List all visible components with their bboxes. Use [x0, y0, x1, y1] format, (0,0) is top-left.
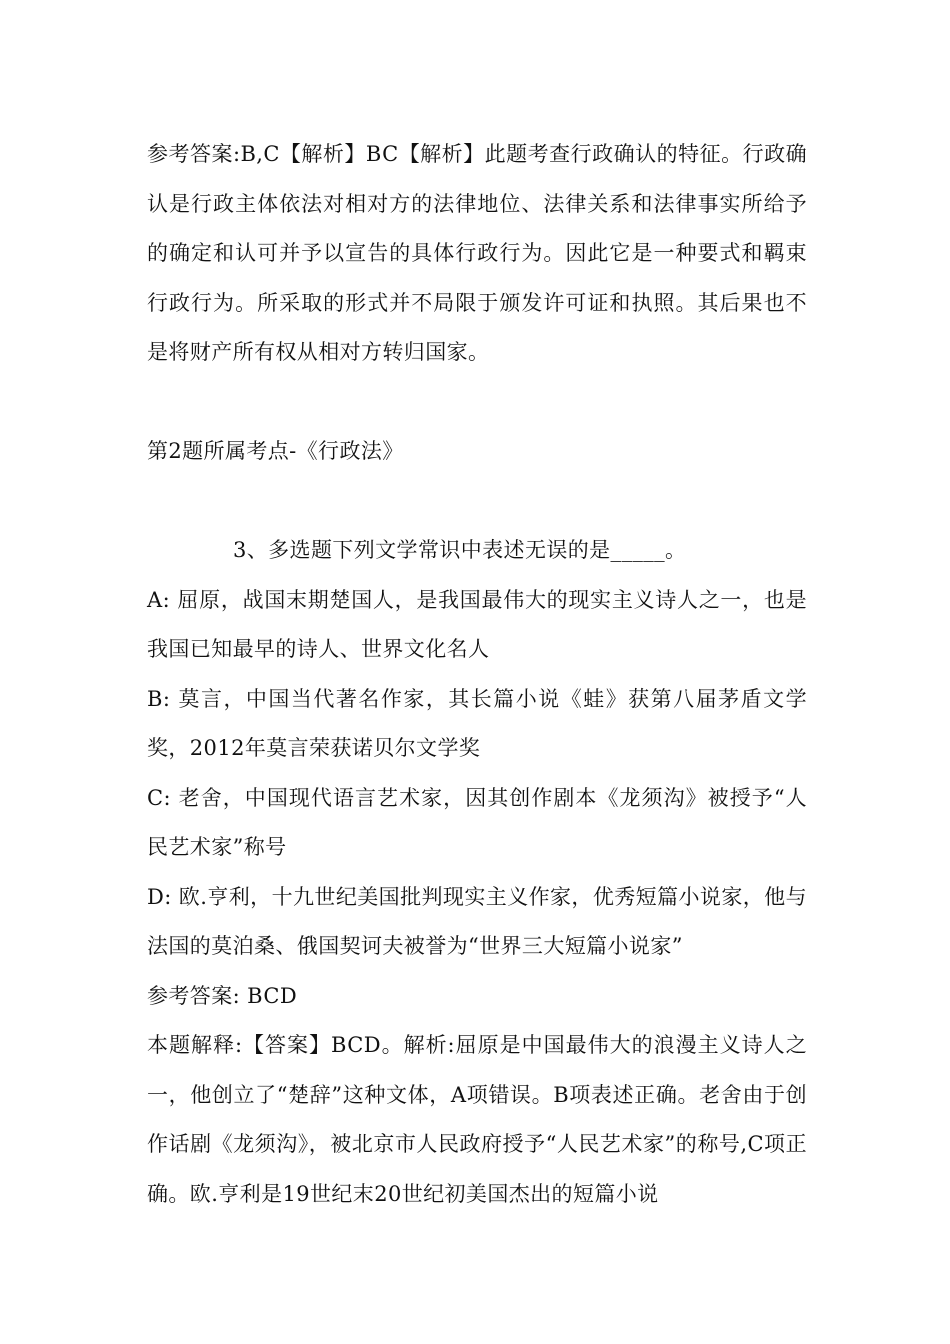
question-title: 3、多选题下列文学常识中表述无误的是_____。 [233, 538, 687, 562]
option-a: A: 屈原，战国末期楚国人，是我国最伟大的现实主义诗人之一，也是我国已知最早的诗人、世界文化名人 [147, 587, 807, 661]
spacer [147, 476, 807, 526]
option-c: C: 老舍，中国现代语言艺术家，因其创作剧本《龙须沟》被授予“人民艺术家”称号 [147, 785, 807, 859]
option-b: B: 莫言，中国当代著名作家，其长篇小说《蛙》获第八届茅盾文学奖，2012年莫言荣获诺贝尔文学奖 [147, 686, 807, 760]
previous-answer-paragraph: 参考答案:B,C【解析】BC【解析】此题考查行政确认的特征。行政确认是行政主体依法对相对方的法律地位、法律关系和法律事实所给予的确定和认可并予以宣告的具体行政行为。因此它是一种要式和羁束行政行为。所采取的形式并不局限于颁发许可证和执照。其后果也不是将财产所有权从相对方转归国家。 [147, 142, 807, 364]
explanation-paragraph: 本题解释:【答案】BCD。解析:屈原是中国最伟大的浪漫主义诗人之一，他创立了“楚辞”这种文体，A项错误。B项表述正确。老舍由于创作话剧《龙须沟》，被北京市人民政府授予“人民艺术家”的称号,C项正确。欧.亨利是19世纪末20世纪初美国杰出的短篇小说 [147, 1033, 807, 1206]
option-d: D: 欧.亨利，十九世纪美国批判现实主义作家，优秀短篇小说家，他与法国的莫泊桑、俄国契诃夫被誉为“世界三大短篇小说家” [147, 884, 807, 958]
topic-note: 第2题所属考点-《行政法》 [147, 438, 404, 463]
document-body [147, 130, 807, 1219]
reference-answer: 参考答案: BCD [147, 983, 298, 1008]
spacer [147, 378, 807, 427]
